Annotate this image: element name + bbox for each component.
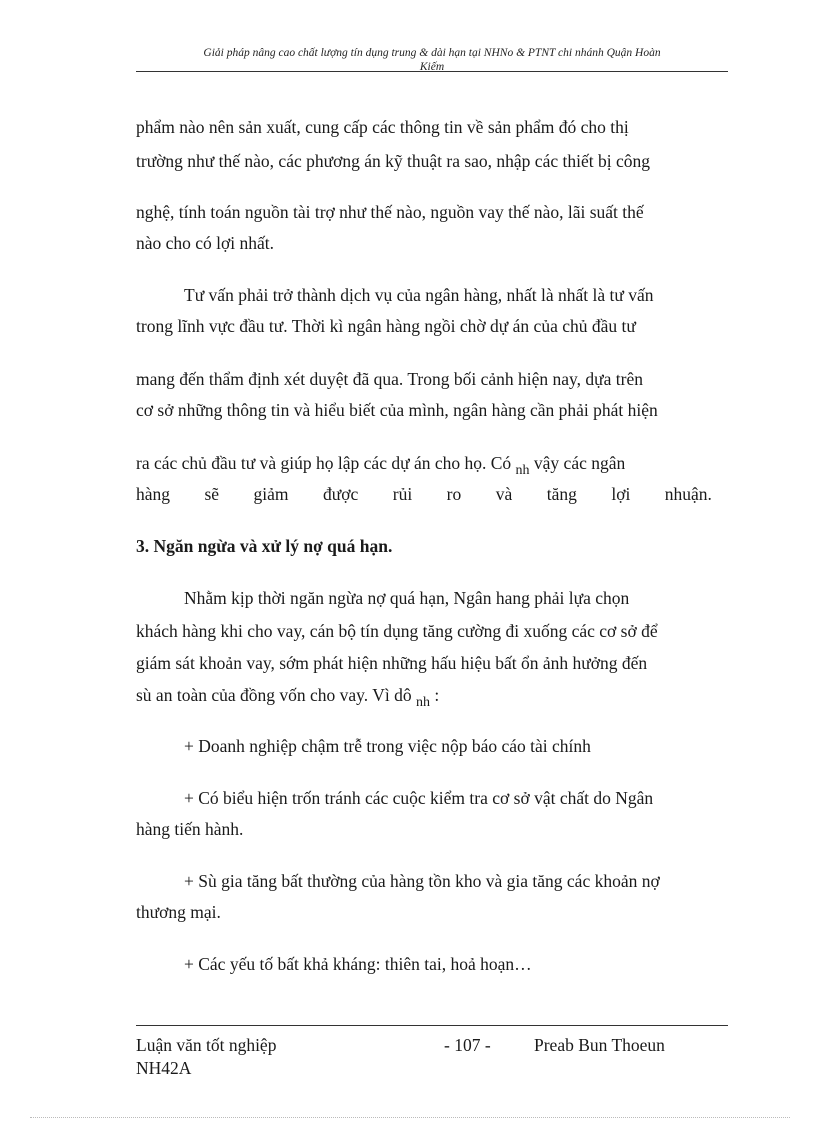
bullet-item: + Các yếu tố bất khả kháng: thiên tai, hoả hoạn… — [184, 954, 532, 974]
body-line: trường như thế nào, các phương án kỹ thuật ra sao, nhập các thiết bị công — [136, 151, 650, 171]
footer-author: Preab Bun Thoeun — [534, 1035, 665, 1055]
bullet-item: + Doanh nghiệp chậm trễ trong việc nộp báo cáo tài chính — [184, 736, 591, 756]
body-line: khách hàng khi cho vay, cán bộ tín dụng tăng cường đi xuống các cơ sở để — [136, 621, 658, 641]
word: sẽ — [204, 484, 220, 504]
body-line: phẩm nào nên sản xuất, cung cấp các thông tin về sản phẩm đó cho thị — [136, 117, 629, 137]
word: nhuận. — [664, 484, 712, 504]
word: tăng — [546, 484, 577, 504]
body-line: cơ sở những thông tin và hiểu biết của mình, ngân hàng cần phải phát hiện — [136, 400, 658, 420]
page-number: - 107 - — [444, 1035, 491, 1055]
word: lợi — [611, 484, 631, 504]
header-rule — [136, 71, 728, 72]
body-line — [136, 452, 712, 477]
body-text: ra các chủ đầu tư và giúp họ lập các dự án cho họ. Có — [136, 453, 512, 473]
subscript-text: nh — [415, 695, 430, 710]
header-title-line2: Kiếm — [419, 61, 445, 73]
body-text: sù an toàn của đồng vốn cho vay. Vì dô — [136, 685, 412, 705]
body-line: nào cho có lợi nhất. — [136, 233, 275, 253]
word: được — [323, 484, 359, 504]
word: ro — [446, 484, 462, 504]
header-title-line1: Giải pháp nâng cao chất lượng tín dụng trung & dài hạn tại NHNo & PTNT chi nhánh Quận Hoàn — [203, 47, 661, 59]
body-line: nghệ, tính toán nguồn tài trợ như thế nào, nguồn vay thế nào, lãi suất thế — [136, 202, 644, 222]
body-line: giám sát khoản vay, sớm phát hiện những hấu hiệu bất ổn ảnh hưởng đến — [136, 653, 648, 673]
subscript-text: nh — [515, 463, 530, 478]
section-heading: 3. Ngăn ngừa và xử lý nợ quá hạn. — [136, 536, 393, 556]
running-header — [136, 46, 728, 74]
bullet-continuation: hàng tiến hành. — [136, 819, 244, 839]
bullet-continuation: thương mại. — [136, 902, 221, 922]
body-line: trong lĩnh vực đầu tư. Thời kì ngân hàng ngồi chờ dự án của chủ đầu tư — [136, 316, 636, 336]
footer-thesis-label: Luận văn tốt nghiệp — [136, 1035, 277, 1055]
word: hàng — [136, 484, 171, 504]
footer-rule — [136, 1025, 728, 1026]
bullet-item: + Sù gia tăng bất thường của hàng tồn kho và gia tăng các khoản nợ — [184, 871, 660, 891]
body-line: mang đến thẩm định xét duyệt đã qua. Trong bối cảnh hiện nay, dựa trên — [136, 369, 643, 389]
body-text: vậy các ngân — [533, 453, 626, 473]
justified-line — [136, 483, 712, 505]
footer-class-code: NH42A — [136, 1058, 192, 1078]
word: và — [495, 484, 513, 504]
bullet-item: + Có biểu hiện trốn tránh các cuộc kiểm tra cơ sở vật chất do Ngân — [184, 788, 654, 808]
word: giảm — [253, 484, 289, 504]
page-edge-dots — [30, 1117, 790, 1118]
paragraph-first-line: Tư vấn phải trở thành dịch vụ của ngân hàng, nhất là nhất là tư vấn — [184, 285, 654, 305]
word: rủi — [392, 484, 413, 504]
body-line — [136, 684, 712, 709]
body-text: : — [434, 685, 440, 705]
paragraph-first-line: Nhằm kịp thời ngăn ngừa nợ quá hạn, Ngân hang phải lựa chọn — [184, 588, 630, 608]
